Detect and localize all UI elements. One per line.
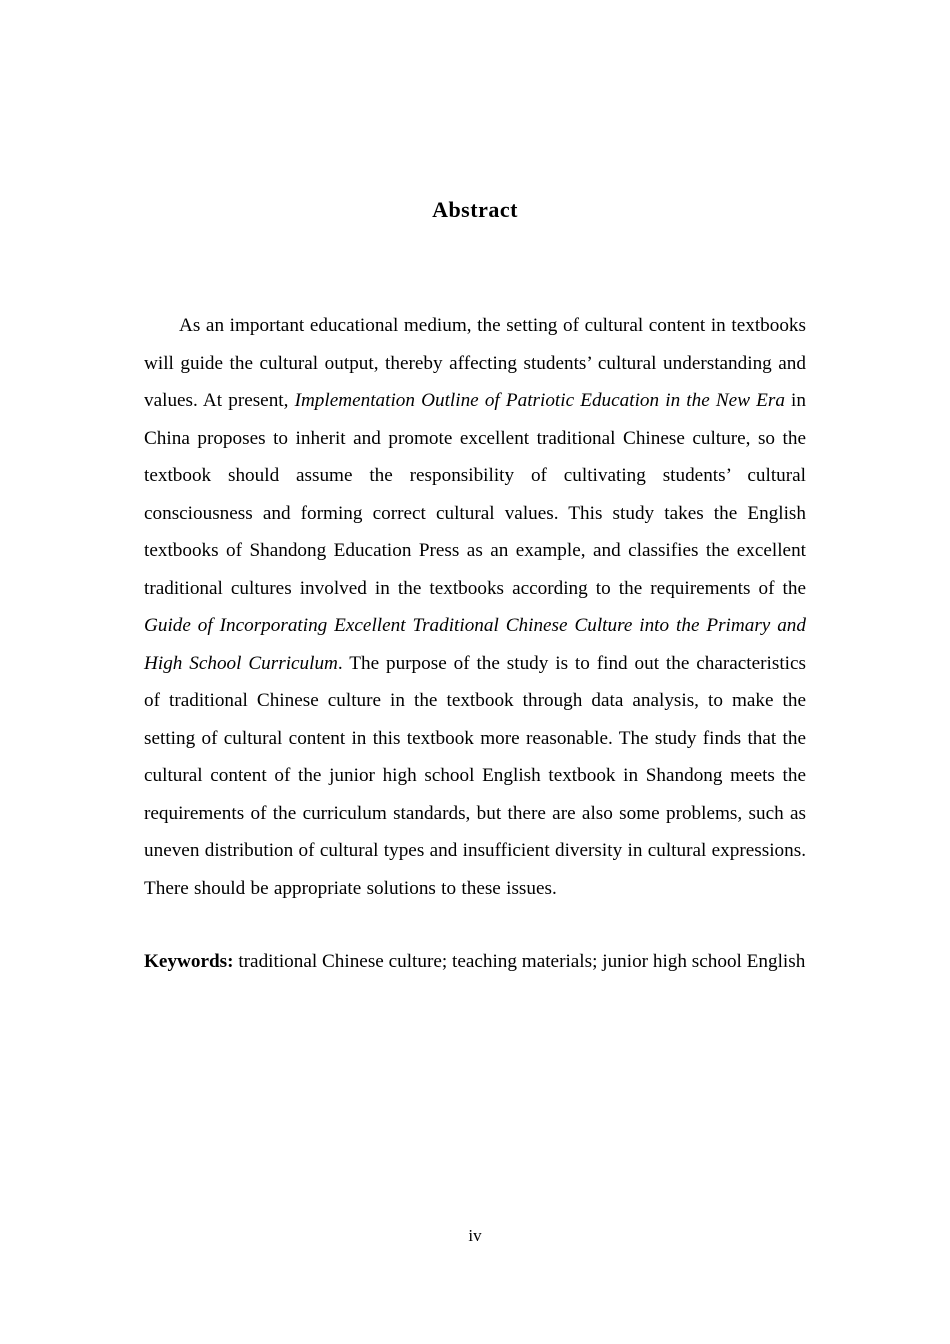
- abstract-cited-document-title-1: Implementation Outline of Patriotic Education in the New Era: [294, 390, 785, 411]
- abstract-text-run-3: . The purpose of the study is to find out the characteristics of traditional Chinese culture in the textbook through data analysis, to make the setting of cultural content in this textbook more reasonable. The study finds that the cultural content of the junior high school English textbook in Shandong meets the requirements of the curriculum standards, but there are also some problems, such as uneven distribution of cultural types and insufficient diversity in cultural expressions. There should be appropriate solutions to these issues.: [144, 652, 806, 899]
- page-title: Abstract: [432, 197, 518, 222]
- keywords-label: Keywords:: [144, 951, 234, 972]
- abstract-text-run-2: in China proposes to inherit and promote excellent traditional Chinese culture, so the textbook should assume the responsibility of cultivating students’ cultural consciousness and forming correct cultural values. This study takes the English textbooks of Shandong Education Press as an example, and classifies the excellent traditional cultures involved in the textbooks according to the requirements of the: [144, 390, 806, 599]
- abstract-text-run-1: As an important educational medium, the setting of cultural content in textbooks will guide the cultural output, thereby affecting students’ cultural understanding and values. At present,: [144, 315, 806, 411]
- keywords-value: traditional Chinese culture; teaching materials; junior high school English: [233, 951, 806, 972]
- page-number: iv: [468, 1226, 482, 1245]
- keywords-line: [144, 943, 806, 981]
- abstract-cited-document-title-2: Guide of Incorporating Excellent Traditional Chinese Culture into the Primary and High School Curriculum: [144, 615, 806, 674]
- abstract-paragraph: [144, 307, 806, 907]
